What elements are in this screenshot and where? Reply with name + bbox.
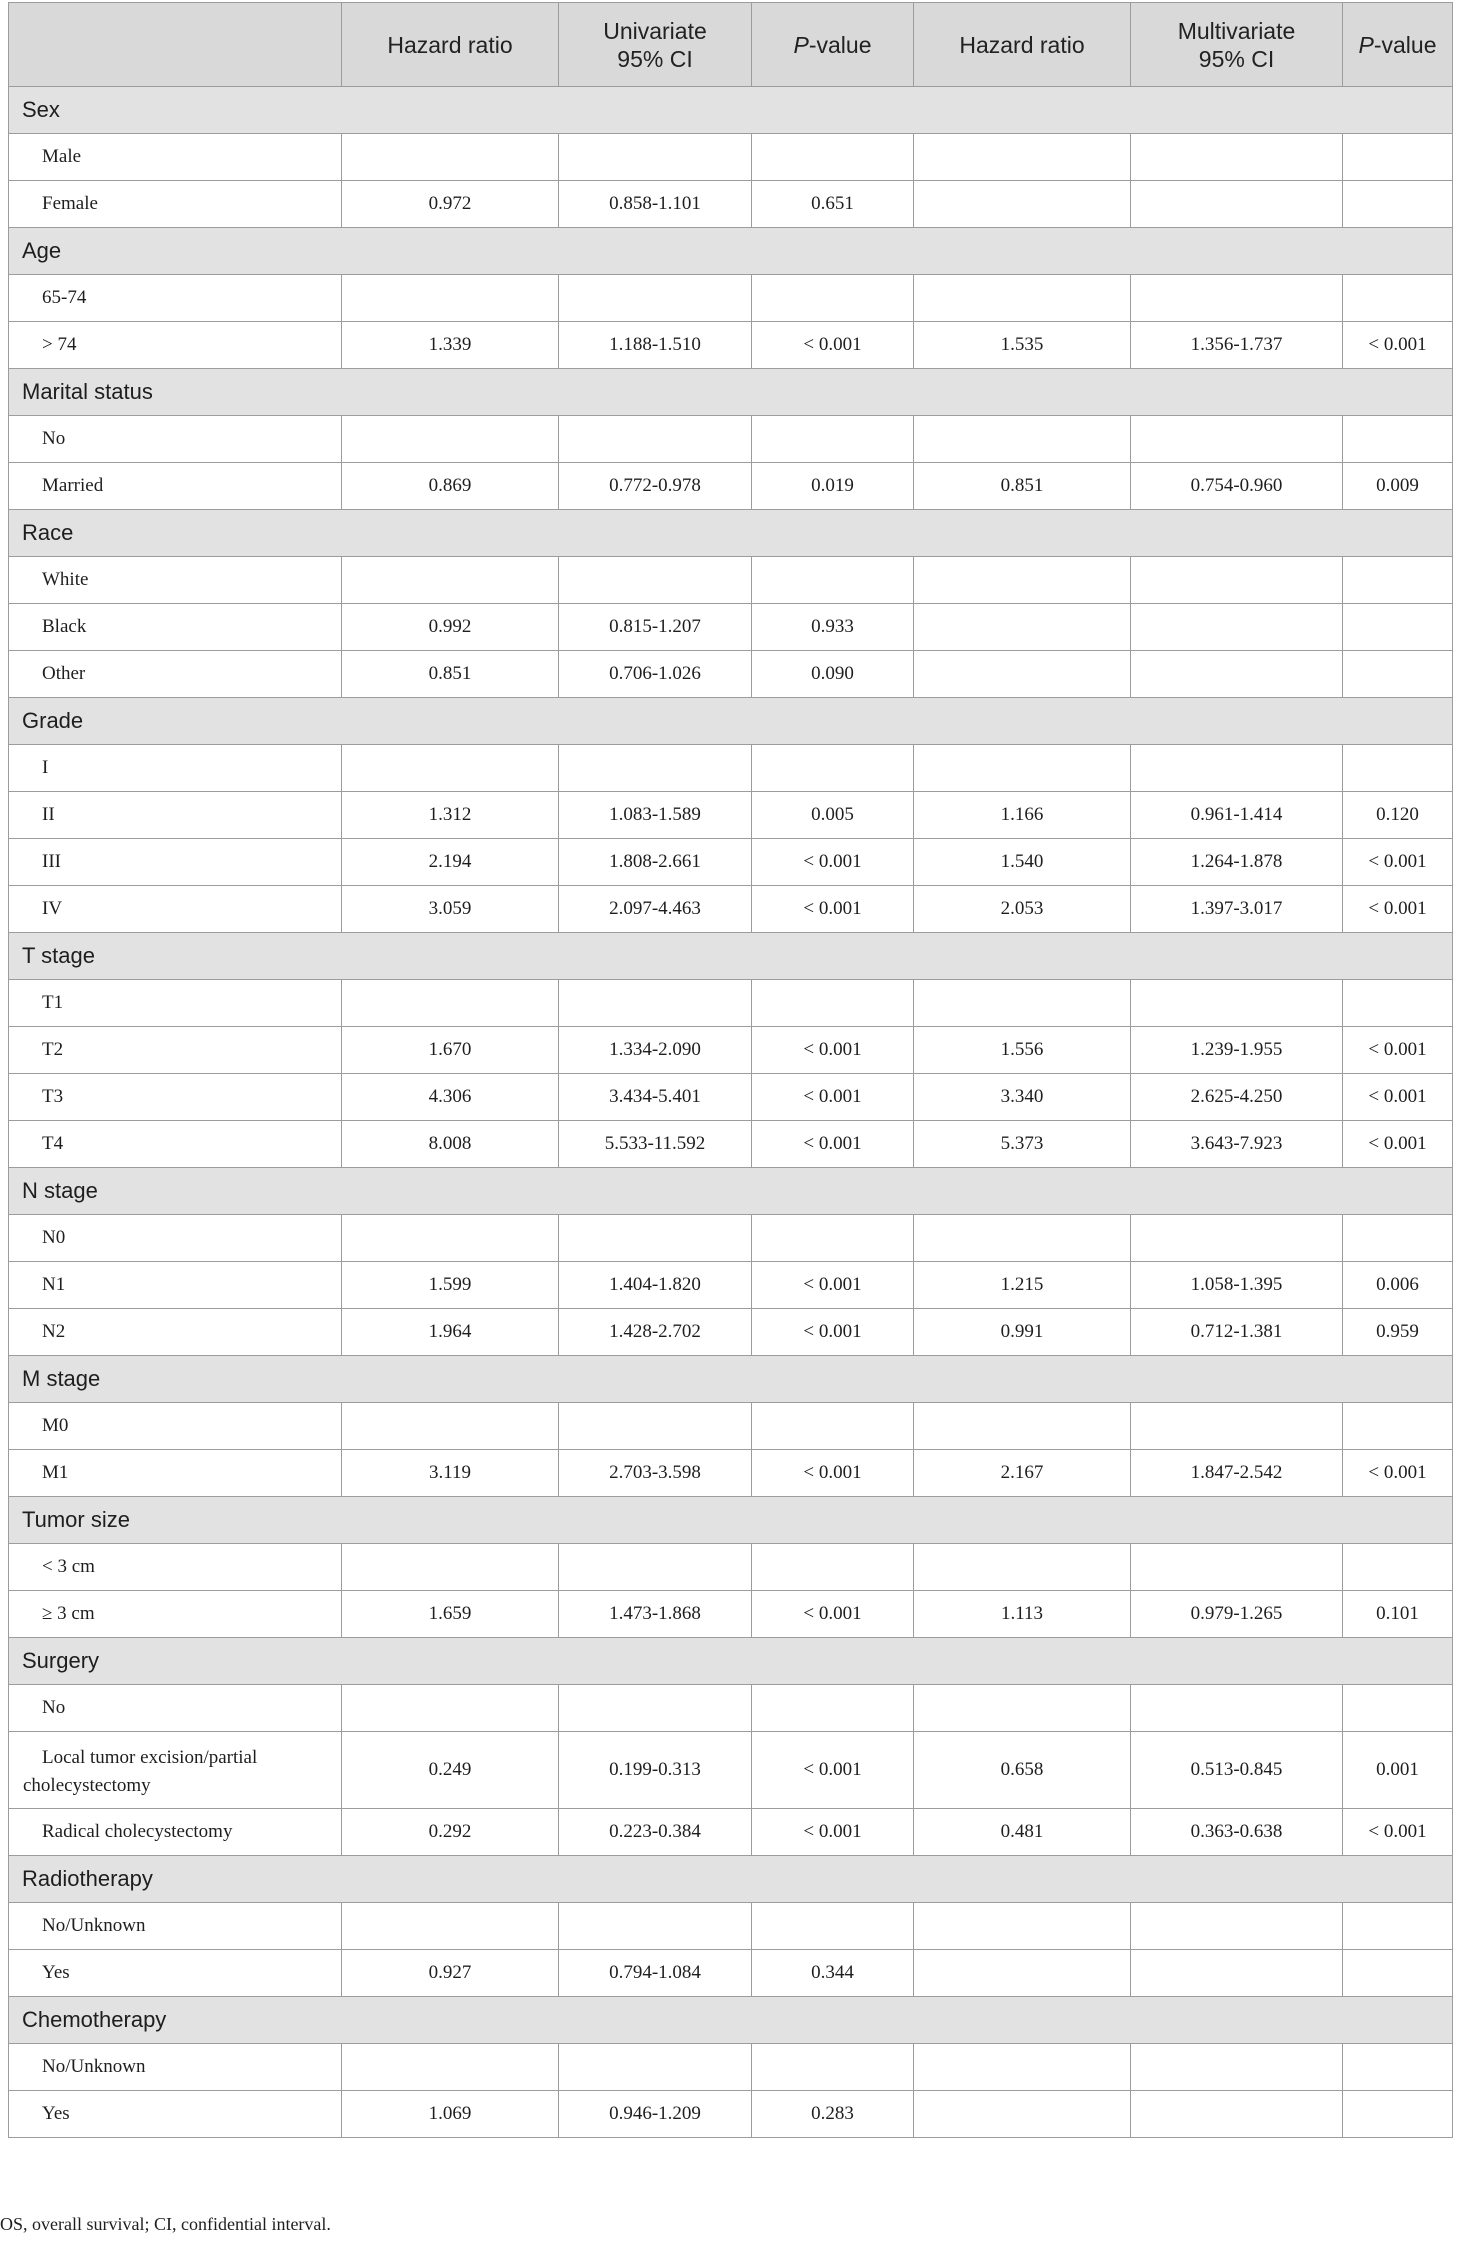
multivariate-ci-cell bbox=[1131, 416, 1343, 463]
multivariate-ci-cell bbox=[1131, 1685, 1343, 1732]
multivariate-p-value-cell bbox=[1343, 651, 1453, 698]
multivariate-ci-cell: 3.643-7.923 bbox=[1131, 1121, 1343, 1168]
header-multivariate-hazard-ratio bbox=[914, 3, 1131, 87]
table-row bbox=[9, 2044, 1453, 2091]
table-row bbox=[9, 1121, 1453, 1168]
multivariate-ci-cell: 0.363-0.638 bbox=[1131, 1809, 1343, 1856]
univariate-hazard-ratio-cell: 3.059 bbox=[342, 886, 559, 933]
group-name: Radiotherapy bbox=[9, 1856, 1453, 1903]
multivariate-ci-cell: 0.712-1.381 bbox=[1131, 1309, 1343, 1356]
multivariate-ci-cell: 1.847-2.542 bbox=[1131, 1450, 1343, 1497]
multivariate-p-value-cell bbox=[1343, 1903, 1453, 1950]
univariate-ci-cell: 0.815-1.207 bbox=[559, 604, 752, 651]
univariate-hazard-ratio-cell bbox=[342, 134, 559, 181]
row-label: M0 bbox=[9, 1403, 342, 1450]
univariate-p-value-cell: < 0.001 bbox=[752, 1450, 914, 1497]
multivariate-hazard-ratio-cell bbox=[914, 134, 1131, 181]
univariate-ci-cell: 0.946-1.209 bbox=[559, 2091, 752, 2138]
row-label: Male bbox=[9, 134, 342, 181]
header-text: Hazard ratio bbox=[959, 31, 1085, 58]
univariate-hazard-ratio-cell: 1.964 bbox=[342, 1309, 559, 1356]
univariate-p-value-cell: < 0.001 bbox=[752, 1309, 914, 1356]
multivariate-p-value-cell bbox=[1343, 275, 1453, 322]
univariate-hazard-ratio-cell: 0.292 bbox=[342, 1809, 559, 1856]
univariate-p-value-cell bbox=[752, 1903, 914, 1950]
multivariate-hazard-ratio-cell: 0.851 bbox=[914, 463, 1131, 510]
multivariate-ci-cell: 0.754-0.960 bbox=[1131, 463, 1343, 510]
univariate-p-value-cell bbox=[752, 416, 914, 463]
row-label: ≥ 3 cm bbox=[9, 1591, 342, 1638]
multivariate-ci-cell bbox=[1131, 1903, 1343, 1950]
multivariate-ci-cell bbox=[1131, 604, 1343, 651]
multivariate-p-value-cell bbox=[1343, 980, 1453, 1027]
multivariate-ci-cell bbox=[1131, 1403, 1343, 1450]
univariate-hazard-ratio-cell bbox=[342, 1685, 559, 1732]
univariate-hazard-ratio-cell: 3.119 bbox=[342, 1450, 559, 1497]
row-label: II bbox=[9, 792, 342, 839]
univariate-p-value-cell: < 0.001 bbox=[752, 1121, 914, 1168]
multivariate-ci-cell bbox=[1131, 1544, 1343, 1591]
table-row bbox=[9, 1903, 1453, 1950]
univariate-p-value-cell: 0.344 bbox=[752, 1950, 914, 1997]
univariate-hazard-ratio-cell bbox=[342, 1903, 559, 1950]
multivariate-ci-cell bbox=[1131, 2091, 1343, 2138]
table-row bbox=[9, 463, 1453, 510]
univariate-p-value-cell: < 0.001 bbox=[752, 886, 914, 933]
table-row bbox=[9, 1809, 1453, 1856]
univariate-p-value-cell bbox=[752, 1544, 914, 1591]
univariate-ci-cell bbox=[559, 134, 752, 181]
multivariate-hazard-ratio-cell bbox=[914, 275, 1131, 322]
group-header-row bbox=[9, 1997, 1453, 2044]
table-row bbox=[9, 1450, 1453, 1497]
row-label: Black bbox=[9, 604, 342, 651]
univariate-ci-cell bbox=[559, 1215, 752, 1262]
univariate-ci-cell: 0.858-1.101 bbox=[559, 181, 752, 228]
table-row bbox=[9, 886, 1453, 933]
group-header-row bbox=[9, 1856, 1453, 1903]
multivariate-p-value-cell: < 0.001 bbox=[1343, 322, 1453, 369]
univariate-hazard-ratio-cell: 1.069 bbox=[342, 2091, 559, 2138]
multivariate-hazard-ratio-cell bbox=[914, 651, 1131, 698]
univariate-hazard-ratio-cell bbox=[342, 980, 559, 1027]
univariate-hazard-ratio-cell bbox=[342, 745, 559, 792]
row-label: Yes bbox=[9, 2091, 342, 2138]
row-label: Local tumor excision/partial cholecystectomy bbox=[9, 1732, 342, 1809]
header-corner-cell bbox=[9, 3, 342, 87]
univariate-p-value-cell: < 0.001 bbox=[752, 1027, 914, 1074]
univariate-hazard-ratio-cell: 1.659 bbox=[342, 1591, 559, 1638]
univariate-ci-cell bbox=[559, 1403, 752, 1450]
header-text: Univariate bbox=[603, 17, 707, 44]
table-footnote: OS, overall survival; CI, confidential interval. bbox=[0, 2214, 331, 2234]
multivariate-hazard-ratio-cell: 1.535 bbox=[914, 322, 1131, 369]
univariate-ci-cell bbox=[559, 1903, 752, 1950]
multivariate-p-value-cell: < 0.001 bbox=[1343, 1450, 1453, 1497]
multivariate-hazard-ratio-cell bbox=[914, 181, 1131, 228]
multivariate-p-value-cell: < 0.001 bbox=[1343, 1809, 1453, 1856]
univariate-p-value-cell bbox=[752, 2044, 914, 2091]
header-text: 95% CI bbox=[1198, 45, 1275, 72]
row-label: M1 bbox=[9, 1450, 342, 1497]
row-label: < 3 cm bbox=[9, 1544, 342, 1591]
multivariate-ci-cell: 1.397-3.017 bbox=[1131, 886, 1343, 933]
multivariate-ci-cell: 1.058-1.395 bbox=[1131, 1262, 1343, 1309]
header-text: Multivariate bbox=[1177, 17, 1296, 44]
univariate-hazard-ratio-cell bbox=[342, 2044, 559, 2091]
header-univariate-p-value bbox=[752, 3, 914, 87]
multivariate-p-value-cell bbox=[1343, 557, 1453, 604]
univariate-hazard-ratio-cell: 0.249 bbox=[342, 1732, 559, 1809]
table-row bbox=[9, 1074, 1453, 1121]
univariate-hazard-ratio-cell bbox=[342, 557, 559, 604]
table-row bbox=[9, 2091, 1453, 2138]
univariate-p-value-cell bbox=[752, 1685, 914, 1732]
table-row bbox=[9, 745, 1453, 792]
table-row bbox=[9, 1403, 1453, 1450]
univariate-p-value-cell: 0.019 bbox=[752, 463, 914, 510]
multivariate-hazard-ratio-cell: 0.658 bbox=[914, 1732, 1131, 1809]
header-text: 95% CI bbox=[617, 45, 693, 72]
univariate-p-value-cell: 0.283 bbox=[752, 2091, 914, 2138]
multivariate-hazard-ratio-cell bbox=[914, 980, 1131, 1027]
multivariate-p-value-cell: 0.959 bbox=[1343, 1309, 1453, 1356]
multivariate-hazard-ratio-cell bbox=[914, 1215, 1131, 1262]
univariate-p-value-cell: 0.651 bbox=[752, 181, 914, 228]
univariate-ci-cell: 2.097-4.463 bbox=[559, 886, 752, 933]
header-univariate-ci bbox=[559, 3, 752, 87]
table-row bbox=[9, 1309, 1453, 1356]
group-header-row bbox=[9, 933, 1453, 980]
row-label: Female bbox=[9, 181, 342, 228]
univariate-p-value-cell bbox=[752, 980, 914, 1027]
row-label: T3 bbox=[9, 1074, 342, 1121]
table-row bbox=[9, 839, 1453, 886]
header-row bbox=[9, 3, 1453, 87]
multivariate-p-value-cell bbox=[1343, 416, 1453, 463]
group-header-row bbox=[9, 87, 1453, 134]
univariate-ci-cell: 3.434-5.401 bbox=[559, 1074, 752, 1121]
univariate-ci-cell: 5.533-11.592 bbox=[559, 1121, 752, 1168]
multivariate-ci-cell: 0.961-1.414 bbox=[1131, 792, 1343, 839]
multivariate-ci-cell bbox=[1131, 134, 1343, 181]
univariate-hazard-ratio-cell bbox=[342, 1403, 559, 1450]
group-name: Sex bbox=[9, 87, 1453, 134]
multivariate-p-value-cell: < 0.001 bbox=[1343, 886, 1453, 933]
univariate-ci-cell: 0.223-0.384 bbox=[559, 1809, 752, 1856]
univariate-p-value-cell bbox=[752, 557, 914, 604]
univariate-ci-cell: 1.404-1.820 bbox=[559, 1262, 752, 1309]
multivariate-p-value-cell bbox=[1343, 1544, 1453, 1591]
univariate-ci-cell bbox=[559, 2044, 752, 2091]
header-text-italic: P bbox=[793, 31, 809, 58]
row-label: Other bbox=[9, 651, 342, 698]
header-multivariate-p-value bbox=[1343, 3, 1453, 87]
multivariate-p-value-cell: < 0.001 bbox=[1343, 1121, 1453, 1168]
multivariate-hazard-ratio-cell bbox=[914, 2091, 1131, 2138]
multivariate-p-value-cell bbox=[1343, 1215, 1453, 1262]
row-label: I bbox=[9, 745, 342, 792]
univariate-ci-cell bbox=[559, 416, 752, 463]
table-row bbox=[9, 181, 1453, 228]
multivariate-ci-cell bbox=[1131, 745, 1343, 792]
row-label: White bbox=[9, 557, 342, 604]
group-name: Age bbox=[9, 228, 1453, 275]
univariate-ci-cell: 1.473-1.868 bbox=[559, 1591, 752, 1638]
multivariate-ci-cell: 1.356-1.737 bbox=[1131, 322, 1343, 369]
row-label: III bbox=[9, 839, 342, 886]
header-text-italic: P bbox=[1358, 31, 1374, 58]
multivariate-hazard-ratio-cell: 0.991 bbox=[914, 1309, 1131, 1356]
univariate-hazard-ratio-cell: 8.008 bbox=[342, 1121, 559, 1168]
multivariate-ci-cell: 0.513-0.845 bbox=[1131, 1732, 1343, 1809]
header-multivariate-ci bbox=[1131, 3, 1343, 87]
univariate-p-value-cell: < 0.001 bbox=[752, 1262, 914, 1309]
multivariate-ci-cell: 2.625-4.250 bbox=[1131, 1074, 1343, 1121]
univariate-ci-cell: 0.706-1.026 bbox=[559, 651, 752, 698]
table-row bbox=[9, 134, 1453, 181]
row-label: N2 bbox=[9, 1309, 342, 1356]
group-header-row bbox=[9, 1638, 1453, 1685]
multivariate-hazard-ratio-cell bbox=[914, 416, 1131, 463]
univariate-ci-cell: 1.188-1.510 bbox=[559, 322, 752, 369]
row-label: 65-74 bbox=[9, 275, 342, 322]
table-row bbox=[9, 557, 1453, 604]
multivariate-hazard-ratio-cell: 0.481 bbox=[914, 1809, 1131, 1856]
table-row bbox=[9, 604, 1453, 651]
univariate-ci-cell: 1.428-2.702 bbox=[559, 1309, 752, 1356]
univariate-ci-cell bbox=[559, 1544, 752, 1591]
row-label: > 74 bbox=[9, 322, 342, 369]
univariate-hazard-ratio-cell: 1.670 bbox=[342, 1027, 559, 1074]
table-row bbox=[9, 1685, 1453, 1732]
multivariate-ci-cell: 0.979-1.265 bbox=[1131, 1591, 1343, 1638]
multivariate-hazard-ratio-cell bbox=[914, 1903, 1131, 1950]
table-row bbox=[9, 1544, 1453, 1591]
univariate-p-value-cell: < 0.001 bbox=[752, 839, 914, 886]
table-row bbox=[9, 1591, 1453, 1638]
multivariate-hazard-ratio-cell bbox=[914, 1403, 1131, 1450]
multivariate-hazard-ratio-cell: 1.556 bbox=[914, 1027, 1131, 1074]
group-name: Surgery bbox=[9, 1638, 1453, 1685]
univariate-p-value-cell bbox=[752, 745, 914, 792]
table-container bbox=[8, 2, 1452, 2138]
multivariate-ci-cell bbox=[1131, 557, 1343, 604]
group-name: Grade bbox=[9, 698, 1453, 745]
multivariate-hazard-ratio-cell bbox=[914, 1685, 1131, 1732]
multivariate-hazard-ratio-cell bbox=[914, 604, 1131, 651]
header-text: -value bbox=[1373, 31, 1437, 58]
univariate-hazard-ratio-cell bbox=[342, 275, 559, 322]
multivariate-hazard-ratio-cell: 1.166 bbox=[914, 792, 1131, 839]
univariate-hazard-ratio-cell: 1.312 bbox=[342, 792, 559, 839]
univariate-hazard-ratio-cell: 0.851 bbox=[342, 651, 559, 698]
table-row bbox=[9, 1027, 1453, 1074]
row-label: N1 bbox=[9, 1262, 342, 1309]
cox-regression-table bbox=[8, 2, 1453, 2138]
univariate-ci-cell bbox=[559, 980, 752, 1027]
multivariate-p-value-cell: 0.009 bbox=[1343, 463, 1453, 510]
multivariate-hazard-ratio-cell: 2.053 bbox=[914, 886, 1131, 933]
table-row bbox=[9, 275, 1453, 322]
multivariate-ci-cell bbox=[1131, 275, 1343, 322]
row-label: No/Unknown bbox=[9, 1903, 342, 1950]
univariate-hazard-ratio-cell: 0.927 bbox=[342, 1950, 559, 1997]
univariate-hazard-ratio-cell: 1.339 bbox=[342, 322, 559, 369]
header-univariate-hazard-ratio bbox=[342, 3, 559, 87]
multivariate-p-value-cell bbox=[1343, 134, 1453, 181]
table-body bbox=[9, 87, 1453, 2138]
multivariate-p-value-cell bbox=[1343, 745, 1453, 792]
univariate-hazard-ratio-cell: 1.599 bbox=[342, 1262, 559, 1309]
univariate-hazard-ratio-cell: 2.194 bbox=[342, 839, 559, 886]
multivariate-p-value-cell: 0.120 bbox=[1343, 792, 1453, 839]
univariate-p-value-cell bbox=[752, 1215, 914, 1262]
univariate-p-value-cell bbox=[752, 1403, 914, 1450]
row-label: No bbox=[9, 1685, 342, 1732]
univariate-hazard-ratio-cell: 0.992 bbox=[342, 604, 559, 651]
table-row bbox=[9, 980, 1453, 1027]
header-text: Hazard ratio bbox=[387, 31, 513, 58]
univariate-ci-cell: 0.772-0.978 bbox=[559, 463, 752, 510]
multivariate-p-value-cell: 0.001 bbox=[1343, 1732, 1453, 1809]
group-name: Chemotherapy bbox=[9, 1997, 1453, 2044]
univariate-ci-cell: 1.808-2.661 bbox=[559, 839, 752, 886]
table-row bbox=[9, 416, 1453, 463]
multivariate-p-value-cell bbox=[1343, 1403, 1453, 1450]
row-label: No bbox=[9, 416, 342, 463]
row-label: Yes bbox=[9, 1950, 342, 1997]
univariate-hazard-ratio-cell bbox=[342, 1215, 559, 1262]
row-label: IV bbox=[9, 886, 342, 933]
row-label: N0 bbox=[9, 1215, 342, 1262]
multivariate-ci-cell bbox=[1131, 2044, 1343, 2091]
univariate-ci-cell bbox=[559, 557, 752, 604]
multivariate-p-value-cell: 0.006 bbox=[1343, 1262, 1453, 1309]
multivariate-hazard-ratio-cell: 3.340 bbox=[914, 1074, 1131, 1121]
group-name: M stage bbox=[9, 1356, 1453, 1403]
group-name: T stage bbox=[9, 933, 1453, 980]
group-header-row bbox=[9, 369, 1453, 416]
multivariate-hazard-ratio-cell bbox=[914, 1544, 1131, 1591]
univariate-p-value-cell bbox=[752, 275, 914, 322]
row-label: Married bbox=[9, 463, 342, 510]
univariate-p-value-cell: 0.005 bbox=[752, 792, 914, 839]
row-label: T2 bbox=[9, 1027, 342, 1074]
univariate-p-value-cell: 0.090 bbox=[752, 651, 914, 698]
multivariate-hazard-ratio-cell bbox=[914, 1950, 1131, 1997]
group-header-row bbox=[9, 1168, 1453, 1215]
multivariate-p-value-cell: < 0.001 bbox=[1343, 839, 1453, 886]
group-header-row bbox=[9, 1497, 1453, 1544]
multivariate-hazard-ratio-cell: 1.215 bbox=[914, 1262, 1131, 1309]
group-header-row bbox=[9, 228, 1453, 275]
univariate-p-value-cell: 0.933 bbox=[752, 604, 914, 651]
group-header-row bbox=[9, 510, 1453, 557]
multivariate-p-value-cell bbox=[1343, 1950, 1453, 1997]
univariate-p-value-cell: < 0.001 bbox=[752, 322, 914, 369]
group-name: Race bbox=[9, 510, 1453, 557]
row-label: No/Unknown bbox=[9, 2044, 342, 2091]
multivariate-p-value-cell: < 0.001 bbox=[1343, 1027, 1453, 1074]
multivariate-p-value-cell bbox=[1343, 2044, 1453, 2091]
univariate-hazard-ratio-cell: 0.972 bbox=[342, 181, 559, 228]
multivariate-hazard-ratio-cell bbox=[914, 745, 1131, 792]
multivariate-ci-cell: 1.239-1.955 bbox=[1131, 1027, 1343, 1074]
univariate-hazard-ratio-cell bbox=[342, 416, 559, 463]
table-row bbox=[9, 1732, 1453, 1809]
table-row bbox=[9, 1262, 1453, 1309]
table-row bbox=[9, 1215, 1453, 1262]
multivariate-p-value-cell: 0.101 bbox=[1343, 1591, 1453, 1638]
multivariate-ci-cell bbox=[1131, 980, 1343, 1027]
row-label: T4 bbox=[9, 1121, 342, 1168]
multivariate-hazard-ratio-cell: 1.540 bbox=[914, 839, 1131, 886]
table-row bbox=[9, 1950, 1453, 1997]
univariate-hazard-ratio-cell bbox=[342, 1544, 559, 1591]
group-header-row bbox=[9, 698, 1453, 745]
univariate-p-value-cell: < 0.001 bbox=[752, 1591, 914, 1638]
univariate-ci-cell bbox=[559, 745, 752, 792]
group-header-row bbox=[9, 1356, 1453, 1403]
multivariate-p-value-cell bbox=[1343, 604, 1453, 651]
univariate-p-value-cell: < 0.001 bbox=[752, 1074, 914, 1121]
group-name: Marital status bbox=[9, 369, 1453, 416]
multivariate-ci-cell bbox=[1131, 651, 1343, 698]
table-row bbox=[9, 792, 1453, 839]
univariate-ci-cell bbox=[559, 275, 752, 322]
multivariate-hazard-ratio-cell bbox=[914, 557, 1131, 604]
multivariate-hazard-ratio-cell: 2.167 bbox=[914, 1450, 1131, 1497]
multivariate-hazard-ratio-cell: 5.373 bbox=[914, 1121, 1131, 1168]
multivariate-ci-cell bbox=[1131, 1950, 1343, 1997]
multivariate-ci-cell: 1.264-1.878 bbox=[1131, 839, 1343, 886]
univariate-ci-cell: 1.083-1.589 bbox=[559, 792, 752, 839]
multivariate-hazard-ratio-cell: 1.113 bbox=[914, 1591, 1131, 1638]
multivariate-ci-cell bbox=[1131, 1215, 1343, 1262]
univariate-ci-cell: 1.334-2.090 bbox=[559, 1027, 752, 1074]
univariate-p-value-cell: < 0.001 bbox=[752, 1732, 914, 1809]
multivariate-ci-cell bbox=[1131, 181, 1343, 228]
table-row bbox=[9, 322, 1453, 369]
multivariate-p-value-cell bbox=[1343, 2091, 1453, 2138]
row-label: Radical cholecystectomy bbox=[9, 1809, 342, 1856]
multivariate-hazard-ratio-cell bbox=[914, 2044, 1131, 2091]
univariate-hazard-ratio-cell: 4.306 bbox=[342, 1074, 559, 1121]
multivariate-p-value-cell: < 0.001 bbox=[1343, 1074, 1453, 1121]
multivariate-p-value-cell bbox=[1343, 181, 1453, 228]
group-name: Tumor size bbox=[9, 1497, 1453, 1544]
multivariate-p-value-cell bbox=[1343, 1685, 1453, 1732]
row-label: T1 bbox=[9, 980, 342, 1027]
univariate-p-value-cell: < 0.001 bbox=[752, 1809, 914, 1856]
univariate-ci-cell: 0.199-0.313 bbox=[559, 1732, 752, 1809]
univariate-ci-cell bbox=[559, 1685, 752, 1732]
group-name: N stage bbox=[9, 1168, 1453, 1215]
univariate-p-value-cell bbox=[752, 134, 914, 181]
header-text: -value bbox=[808, 31, 872, 58]
table-row bbox=[9, 651, 1453, 698]
univariate-ci-cell: 0.794-1.084 bbox=[559, 1950, 752, 1997]
univariate-hazard-ratio-cell: 0.869 bbox=[342, 463, 559, 510]
univariate-ci-cell: 2.703-3.598 bbox=[559, 1450, 752, 1497]
